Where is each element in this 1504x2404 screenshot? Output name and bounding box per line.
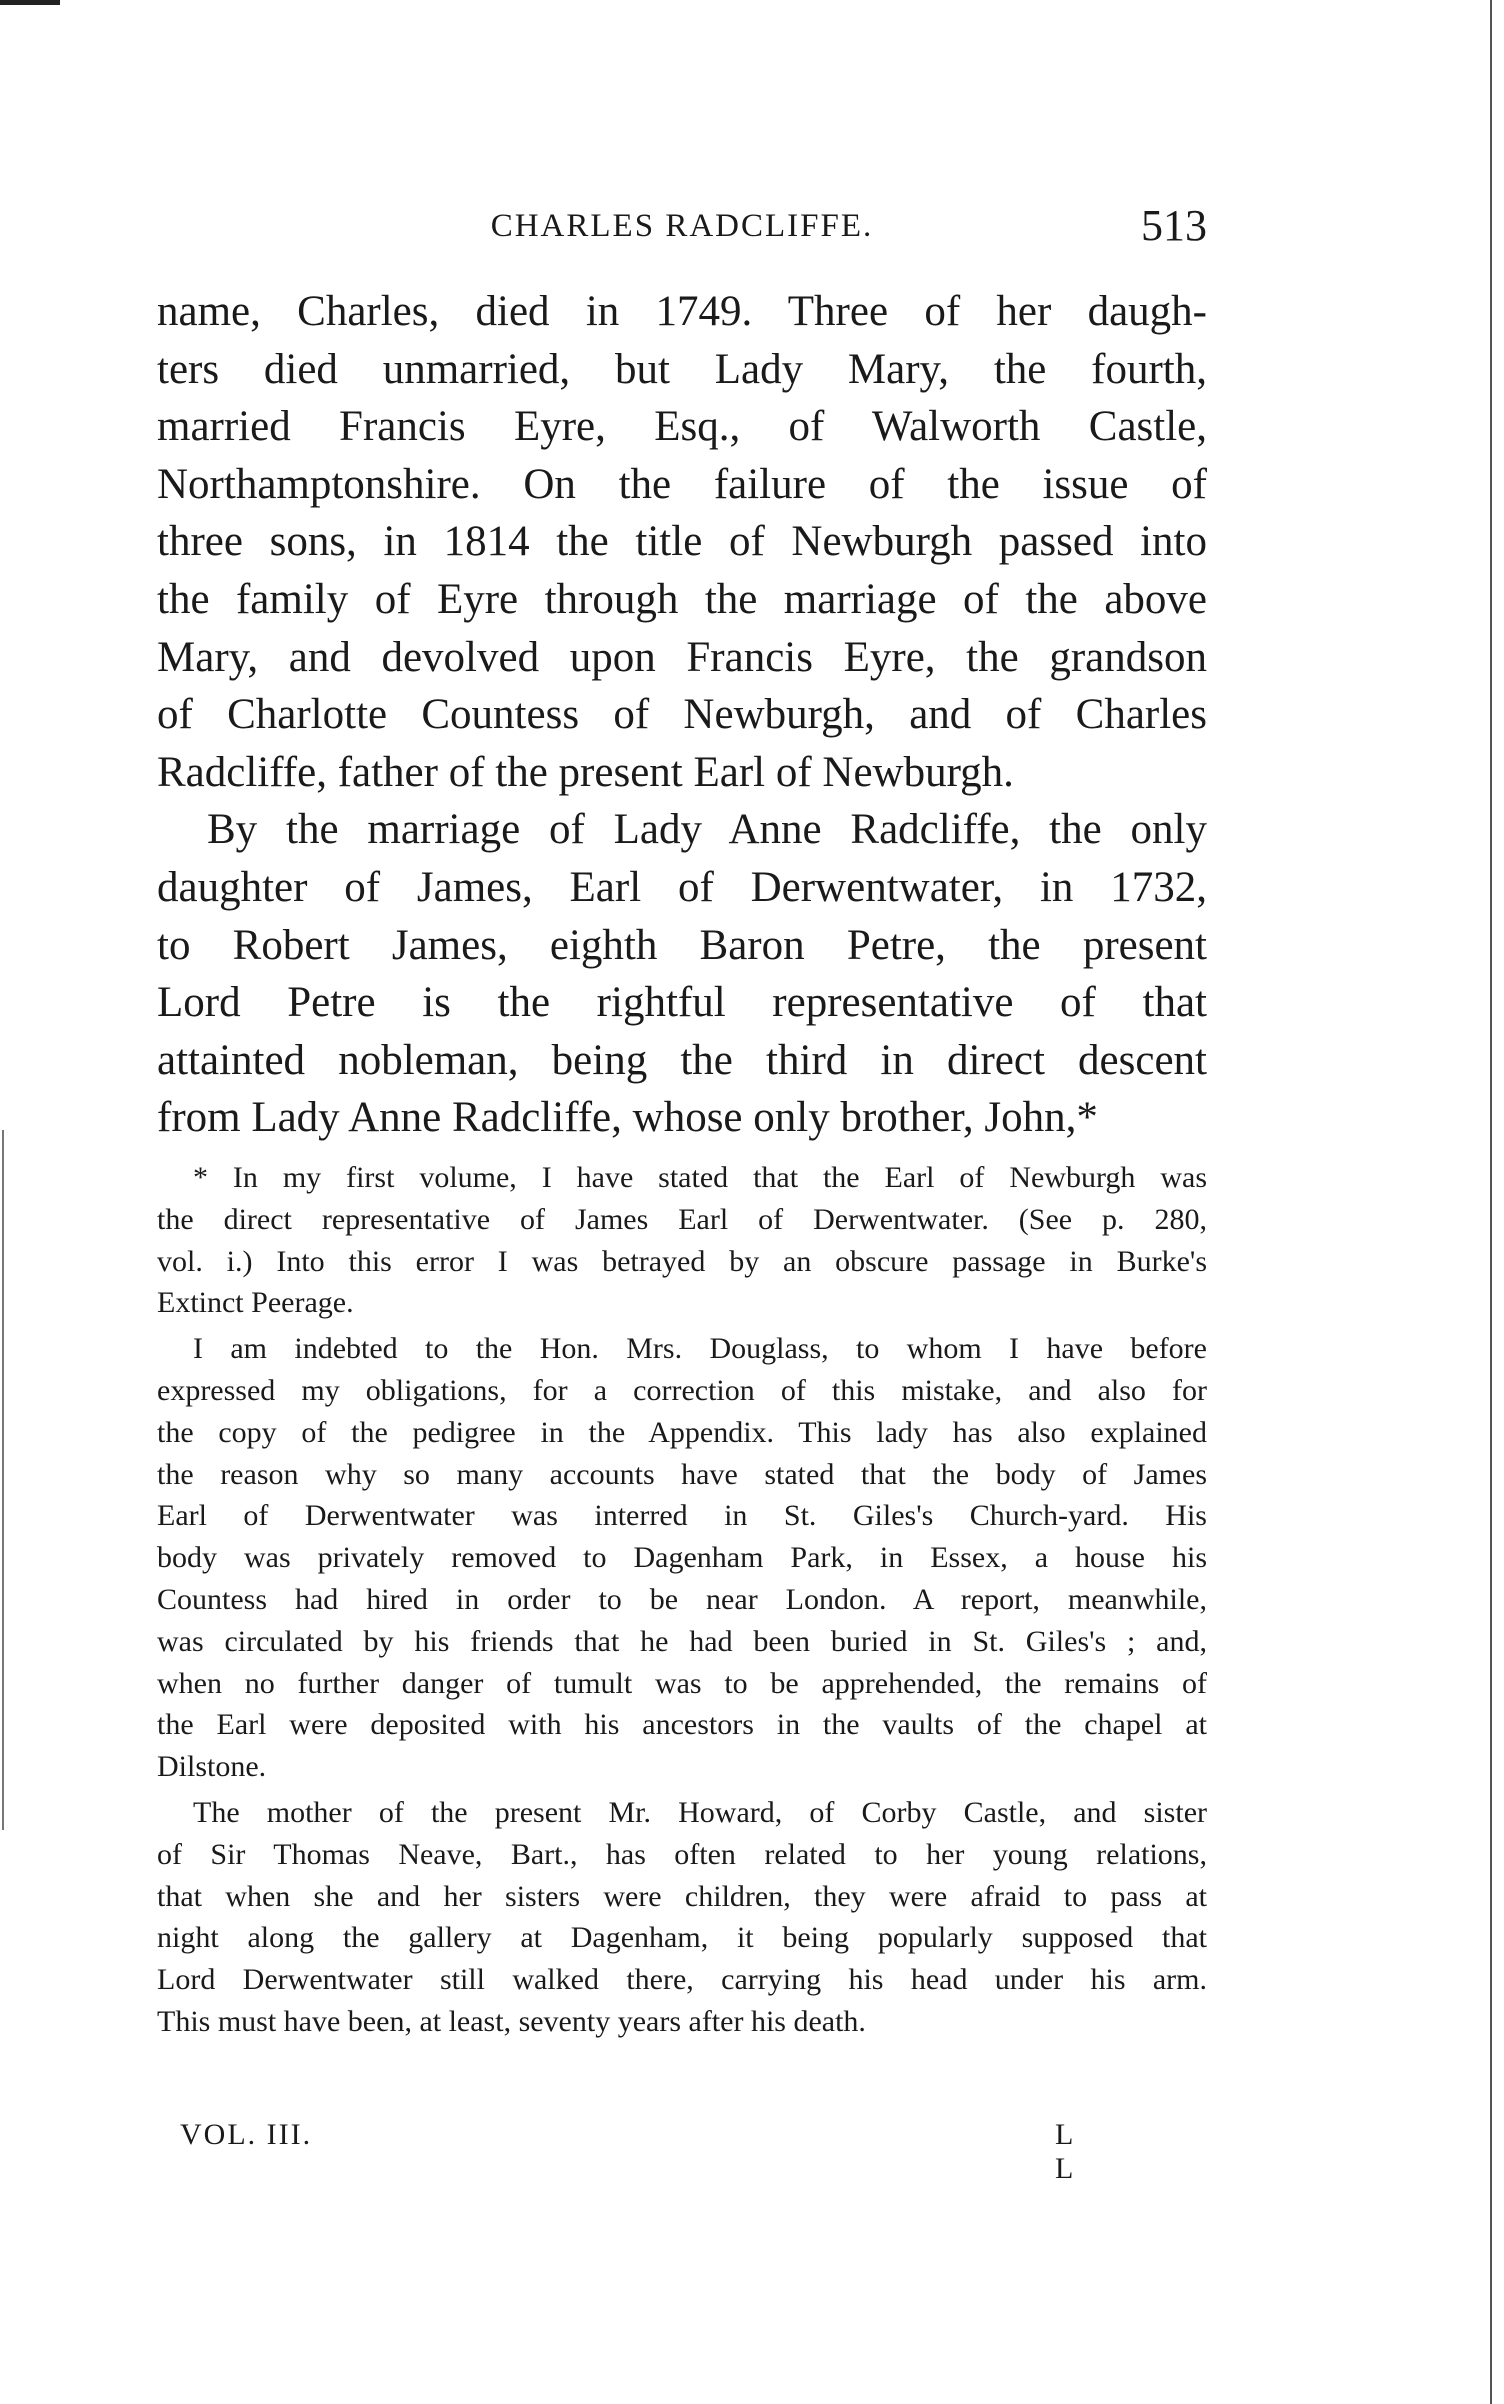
page-edge-left [2, 1130, 4, 1830]
text-line: the direct representative of James Earl of Derwentwater. (See p. 280, [157, 1202, 1207, 1236]
paragraph [157, 283, 1207, 801]
text-line: Lord Petre is the rightful representative of that [157, 979, 1207, 1027]
text-line: Extinct Peerage. [157, 1286, 354, 1320]
text-line: daughter of James, Earl of Derwentwater, in 1732, [157, 863, 1207, 911]
text-line: attainted nobleman, being the third in direct descent [157, 1036, 1207, 1084]
signature-mark: L L [1055, 2118, 1088, 2185]
text-line: three sons, in 1814 the title of Newburgh passed into [157, 518, 1207, 566]
text-line: the reason why so many accounts have stated that the body of James [157, 1457, 1207, 1491]
text-line: married Francis Eyre, Esq., of Walworth Castle, [157, 403, 1207, 451]
page-edge-right [1490, 0, 1492, 2404]
text-line: the Earl were deposited with his ancestors in the vaults of the chapel at [157, 1708, 1207, 1742]
footnotes [157, 1157, 1207, 2047]
text-line: to Robert James, eighth Baron Petre, the present [157, 921, 1207, 969]
text-line: that when she and her sisters were children, they were afraid to pass at [157, 1879, 1207, 1913]
page-footer [180, 2118, 1088, 2185]
text-line: * In my first volume, I have stated that the Earl of Newburgh was [193, 1161, 1207, 1194]
text-line: expressed my obligations, for a correction of this mistake, and also for [157, 1373, 1207, 1407]
paragraph [157, 1328, 1207, 1788]
scan-edge-mark [0, 0, 60, 5]
text-line: Dilstone. [157, 1750, 267, 1784]
text-line: By the marriage of Lady Anne Radcliffe, the only [207, 806, 1207, 854]
text-line: Lord Derwentwater still walked there, carrying his head under his arm. [157, 1963, 1207, 1997]
text-line: vol. i.) Into this error I was betrayed by an obscure passage in Burke's [157, 1244, 1207, 1278]
volume-label: VOL. III. [180, 2118, 313, 2151]
text-line: night along the gallery at Dagenham, it being popularly supposed that [157, 1921, 1207, 1955]
text-line: ters died unmarried, but Lady Mary, the fourth, [157, 345, 1207, 393]
text-line: from Lady Anne Radcliffe, whose only brother, John,* [157, 1094, 1098, 1142]
paragraph [157, 1157, 1207, 1324]
page-number: 513 [1141, 201, 1207, 250]
text-line: the family of Eyre through the marriage of the above [157, 575, 1207, 623]
text-line: was circulated by his friends that he had been buried in St. Giles's ; and, [157, 1624, 1207, 1658]
text-line: of Charlotte Countess of Newburgh, and of Charles [157, 691, 1207, 739]
text-line: the copy of the pedigree in the Appendix. This lady has also explained [157, 1415, 1207, 1449]
text-line: Northamptonshire. On the failure of the issue of [157, 460, 1207, 508]
text-line: The mother of the present Mr. Howard, of Corby Castle, and sister [193, 1795, 1207, 1829]
running-title: CHARLES RADCLIFFE. [490, 208, 874, 244]
text-line: Radcliffe, father of the present Earl of Newburgh. [157, 748, 1014, 796]
text-line: Earl of Derwentwater was interred in St. Giles's Church-yard. His [157, 1499, 1207, 1533]
page-header [157, 200, 1207, 250]
body-text [157, 283, 1207, 1147]
text-line: I am indebted to the Hon. Mrs. Douglass, to whom I have before [193, 1332, 1207, 1366]
text-line: name, Charles, died in 1749. Three of her daugh- [157, 288, 1207, 335]
text-line: This must have been, at least, seventy years after his death. [157, 2004, 866, 2038]
text-line: of Sir Thomas Neave, Bart., has often related to her young relations, [157, 1837, 1207, 1871]
text-line: body was privately removed to Dagenham Park, in Essex, a house his [157, 1541, 1207, 1575]
text-line: Countess had hired in order to be near London. A report, meanwhile, [157, 1582, 1207, 1616]
paragraph [157, 801, 1207, 1147]
text-line: when no further danger of tumult was to be apprehended, the remains of [157, 1666, 1207, 1700]
text-line: Mary, and devolved upon Francis Eyre, the grandson [157, 633, 1207, 681]
paragraph [157, 1792, 1207, 2043]
